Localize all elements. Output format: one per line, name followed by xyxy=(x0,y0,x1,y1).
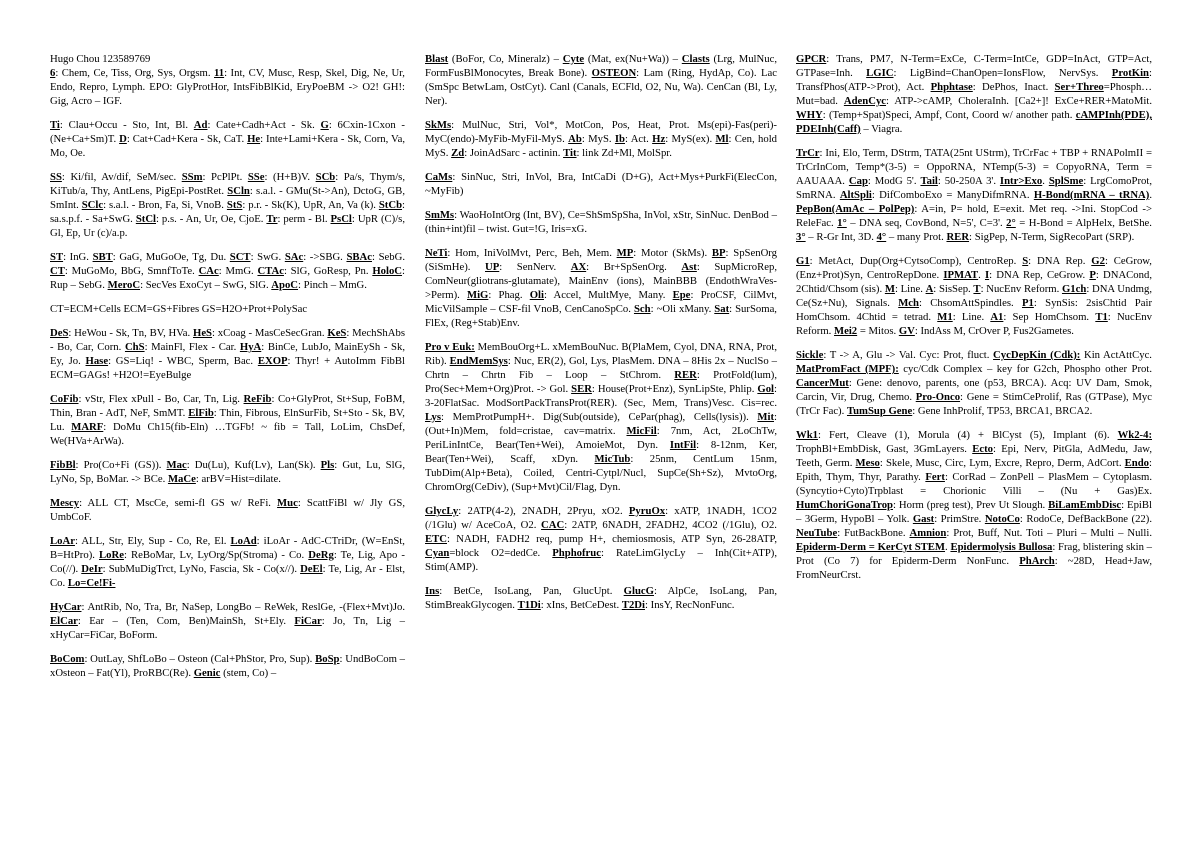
key-term: MatPromFact (MPF): xyxy=(796,363,899,375)
key-term: ChS xyxy=(124,341,145,353)
key-term: ETC xyxy=(425,533,447,545)
key-term: Pro-Onco xyxy=(915,391,961,403)
key-term: FibBl xyxy=(50,459,76,471)
key-term: Ser+Threo xyxy=(1054,81,1104,93)
key-term: CycDepKin (Cdk): xyxy=(993,349,1081,361)
note-paragraph: CaMs: SinNuc, Stri, InVol, Bra, IntCaDi (D+G), Act+Mys+PurkFi(ElecCon, ~MyFib) xyxy=(425,171,777,197)
key-term: T1 xyxy=(1095,311,1108,323)
key-term: Lys xyxy=(425,411,442,423)
note-paragraph: SmMs: WaoHoIntOrg (Int, BV), Ce=ShSmSpSha, InVol, xStr, SinNuc. DenBod – (thin+int)fil – twist. Gut=!G, Iris=xG. xyxy=(425,209,777,235)
key-term: AltSpli xyxy=(839,189,872,201)
key-term: ReFib xyxy=(243,393,272,405)
key-term: Hase xyxy=(85,355,109,367)
key-term: G xyxy=(320,119,329,131)
note-paragraph: CT=ECM+Cells ECM=GS+Fibres GS=H2O+Prot+PolySac xyxy=(50,303,308,315)
key-term: Wk1 xyxy=(796,429,818,441)
note-paragraph: HyCar: AntRib, No, Tra, Br, NaSep, LongBo – ReWek, ReslGe, -(Flex+Mvt)Jo. ElCar: Ear – (Ten, Com, Ben)MainSh, St+Ely. FiCar: Jo, Tn, Lig – xHyCar=FiCar, BoForm. xyxy=(50,601,405,641)
key-term: P1 xyxy=(1021,297,1034,309)
key-term: SS xyxy=(50,171,62,183)
note-paragraph: DeS: HeWou - Sk, Tn, BV, HVa. HeS: xCoag - MasCeSecGran. KeS: MechShAbs - Bo, Car, Corn. ChS: MainFl, Flex - Car. HyA: BinCe, LubJo, MainEySh - Sk, Ey, Jo. Hase: GS=Liq! - WBC, Sperm, Bac. EXOP: Thyr! + AutoImm FibBl ECM=GAGs! +H2O!=EyeBulge xyxy=(50,327,405,381)
key-term: StCb xyxy=(378,199,403,211)
key-term: TumSup Gene xyxy=(846,405,913,417)
key-term: Sat xyxy=(714,303,730,315)
key-term: Cyan xyxy=(425,547,450,559)
note-paragraph: G1: MetAct, Dup(Org+CytsoComp), CentroRep. S: DNA Rep. G2: CeGrow, (Enz+Prot)Syn, CentroRepDone. IPMAT. I: DNA Rep, CeGrow. P: DNACond, 2Chtid/Chsom (sis). M: Line. A: SisSep. T: NucEnv Reform. G1ch: DNA Undmg, Ce(Sz+Nu), Signals. Mch: ChsomAttSpindles. P1: SynSis: 2sisChtid Pair HomChsom. 4Chtid = tetrad. M1: Line. A1: Sep HomChsom. T1: NucEnv Reform. Mei2 = Mitos. GV: IndAss M, CrOver P, Fus2Gametes. xyxy=(796,255,1153,337)
key-term: WHY xyxy=(796,109,823,121)
key-term: T2Di xyxy=(621,599,645,611)
column-2-paragraphs xyxy=(425,52,777,612)
key-term: HeS xyxy=(193,327,213,339)
key-term: Epidermolysis Bullosa xyxy=(950,541,1053,553)
key-term: Lo=Ce!Fi- xyxy=(67,577,116,589)
key-term: Mac xyxy=(166,459,187,471)
key-term: SBAc xyxy=(346,251,372,263)
key-term: Sickle xyxy=(796,349,824,361)
key-term: LoAd xyxy=(230,535,257,547)
key-term: HyCar xyxy=(50,601,82,613)
key-term: StCl xyxy=(135,213,157,225)
key-term: SkMs xyxy=(425,119,452,131)
key-term: EndMemSys xyxy=(449,355,508,367)
key-term: 2° xyxy=(1006,217,1016,229)
column-3 xyxy=(796,52,1152,592)
note-paragraph: FibBl: Pro(Co+Fi (GS)). Mac: Du(Lu), Kuf(Lv), Lan(Sk). Pls: Gut, Lu, SlG, LyNo, Sp, BoMar. -> BCe. MaCe: arBV=Hist=dilate. xyxy=(50,459,405,485)
key-term: IntFil xyxy=(669,439,697,451)
key-term: IPMAT xyxy=(943,269,979,281)
author-header: Hugo Chou 123589769 xyxy=(50,53,151,65)
key-term: CTAc xyxy=(257,265,284,277)
key-term: MARF xyxy=(71,421,104,433)
key-term: Mit xyxy=(757,411,775,423)
key-term: 11 xyxy=(214,67,225,79)
note-paragraph: Sickle: T -> A, Glu -> Val. Cyc: Prot, fluct. CycDepKin (Cdk): Kin ActAttCyc. MatPromFact (MPF): cyc/Cdk Complex – key for G2ch, Phospho other Prot. CancerMut: Gene: denovo, parents, one (p53, BRCA). Acq: UV Dam, Smok, Carcin, Vir, Drug, Chemo. Pro-Onco: Gene = StimCeProlif, Ras (GTPase), Myc (TrCr Fac). TumSup Gene: Gene InhProlif, TP53, BRCA1, BRCA2. xyxy=(796,349,1153,417)
key-term: CancerMut xyxy=(796,377,849,389)
key-term: NotoCo xyxy=(984,513,1020,525)
key-term: Epe xyxy=(672,289,691,301)
key-term: D xyxy=(119,133,127,145)
key-term: 6 xyxy=(50,67,56,79)
key-term: 1° xyxy=(837,217,847,229)
note-paragraph: TrCr: Ini, Elo, Term, DStrm, TATA(25nt UStrm), TrCrFac + TBP + RNAPolmII = TrCrInCom, Temp*(3-5) = OppoRNA, NTemp(5-3) = CopyoRNA, Term = AAUAAA. Cap: ModG 5'. Tail: 50-250A 3'. Intr>Exo. SplSme: LrgComoProt, SmRNA. AltSpli: DifComboExo = ManyDifmRNA. H-Bond(mRNA – tRNA). PepBon(AmAc – PolPep): A=in, P= hold, E=exit. Met req. ->Ini. StopCod -> ReleFac. 1° – DNA seq, CovBond, N=5', C=3'. 2° = H-Bond = AlpHelx, BetShe. 3° – R-Gr Int, 3D. 4° – many Prot. RER: SigPep, N-Term, SigRecoPart (SRP). xyxy=(796,147,1152,243)
key-term: Mch xyxy=(898,297,919,309)
key-term: MiG xyxy=(467,289,489,301)
key-term: HoloC xyxy=(372,265,403,277)
note-paragraph: 6: Chem, Ce, Tiss, Org, Sys, Orgsm. 11: Int, CV, Musc, Resp, Skel, Dig, Ne, Ur, Endo, Repro, Lymph. EPO: GlyProtHor, IntsFibBlKid, EryPoeBM -> O2! GH!: Gig, Acro – IGF. xyxy=(50,67,405,107)
key-term: Ib xyxy=(614,133,625,145)
key-term: PhArch xyxy=(1019,555,1055,567)
key-term: Mei2 xyxy=(834,325,858,337)
key-term: Pls xyxy=(320,459,335,471)
key-term: Clasts xyxy=(681,53,710,65)
key-term: Tit xyxy=(563,147,577,159)
key-term: Ad xyxy=(193,119,208,131)
key-term: CaMs xyxy=(425,171,453,183)
key-term: CAC xyxy=(541,519,565,531)
key-term: LGIC xyxy=(866,67,894,79)
key-term: OSTEON xyxy=(591,67,637,79)
note-paragraph: BoCom: OutLay, ShfLoBo – Osteon (Cal+PhStor, Pro, Sup). BoSp: UndBoCom – xOsteon – Fat(Yl), ProRBC(Re). Genic (stem, Co) – xyxy=(50,653,406,679)
key-term: Ins xyxy=(425,585,440,597)
key-term: BiLamEmbDisc xyxy=(1048,499,1122,511)
key-term: NeTi xyxy=(425,247,448,259)
key-term: ApoC xyxy=(271,279,299,291)
key-term: StS xyxy=(226,199,243,211)
column-1 xyxy=(50,52,405,690)
key-term: GlucG xyxy=(623,585,654,597)
note-paragraph: SS: Ki/fil, Av/dif, SeM/sec. SSm: PcPlPt. SSe: (H+B)V. SCb: Pa/s, Thym/s, KiTub/a, Thy, AntLens, PigEpi-PostRet. SCln: s.a.l. - GMu(St->An), DctoG, GB, SmInt. SClc: s.a.l. - Bron, Fa, Si, VnoB. StS: p.r. - Sk(K), UpR, An, Va (k). StCb: sa.s.p.f. - Sa+SwG. StCl: p.s. - An, Ur, Oe, CjoE. Tr: perm - Bl. PsCl: UpR (C)/s, Gl, Ep, Ur (c)/a.p. xyxy=(50,171,406,239)
key-term: HyA xyxy=(239,341,262,353)
key-term: Ecto xyxy=(972,443,993,455)
key-term: LoRe xyxy=(99,549,124,561)
key-term: AX xyxy=(570,261,587,273)
key-term: Ast xyxy=(681,261,697,273)
key-term: I xyxy=(984,269,990,281)
key-term: T xyxy=(973,283,981,295)
key-term: MaCe xyxy=(167,473,196,485)
key-term: Endo xyxy=(1124,457,1150,469)
key-term: Intr>Exo xyxy=(999,175,1043,187)
key-term: 4° xyxy=(876,231,887,243)
key-term: Genic xyxy=(193,667,221,679)
key-term: MP xyxy=(616,247,634,259)
key-term: ElFib xyxy=(188,407,214,419)
key-term: A xyxy=(925,283,934,295)
key-term: PyruOx xyxy=(628,505,666,517)
key-term: P xyxy=(1089,269,1096,281)
key-term: Fert xyxy=(925,471,945,483)
key-term: Gast xyxy=(912,513,935,525)
key-term: SAc xyxy=(284,251,304,263)
key-term: KeS xyxy=(327,327,347,339)
key-term: ST xyxy=(50,251,64,263)
column-3-paragraphs xyxy=(796,52,1152,582)
note-paragraph: LoAr: ALL, Str, Ely, Sup - Co, Re, El. LoAd: iLoAr - AdC-CTriDr, (W=EnSt, B=HtPro). LoRe: ReBoMar, Lv, LyOrg/Sp(Stroma) - Co. DeRg: Te, Lig, Apo - Co(//). DeIr: SubMuDigTrct, LyNo, Fascia, Sk - Co(x//). DeEl: Te, Lig, Ar - Elst, Co. Lo=Ce!Fi- xyxy=(50,535,406,589)
key-term: Cap xyxy=(848,175,868,187)
key-term: CoFib xyxy=(50,393,79,405)
key-term: EXOP xyxy=(257,355,288,367)
key-term: Amnion xyxy=(909,527,947,539)
note-paragraph: ST: InG. SBT: GaG, MuGoOe, Tg, Du. SCT: SwG. SAc: ->SBG. SBAc: SebG. CT: MuGoMo, BbG, SmnfToTe. CAc: MmG. CTAc: SlG, GoResp, Pn. HoloC: Rup – SebG. MeroC: SecVes ExoCyt – SwG, SlG. ApoC: Pinch – MmG. xyxy=(50,251,405,291)
note-paragraph: NeTi: Hom, IniVolMvt, Perc, Beh, Mem. MP: Motor (SkMs). BP: SpSenOrg (SiSmHe). UP: SenNerv. AX: Br+SpSenOrg. Ast: SupMicroRep, ComNeur(gliotrans-glutamate), MainEnv (ions), MainBBB (EndothWraVes->Perm). MiG: Phag. Oli: Accel, MultMye, Many. Epe: ProCSF, CilMvt, MicVilSample – CSF-fil VnoB, CenCanoSpCo. Sch: ~Oli xMany. Sat: SurSoma, FlEx, (Reg+Stab)Env. xyxy=(425,247,778,329)
key-term: CAc xyxy=(198,265,219,277)
key-term: Blast xyxy=(425,53,449,65)
key-term: Tr xyxy=(266,213,278,225)
key-term: CT xyxy=(50,265,65,277)
key-term: AdenCyc xyxy=(843,95,887,107)
note-paragraph: SkMs: MulNuc, Stri, Vol*, MotCon, Pos, Heat, Prot. Ms(epi)-Fas(peri)-MyC(endo)-MyFib-MyFil-MyS. Ab: MyS. Ib: Act. Hz: MyS(ex). Ml: Cen, hold MyS. Zd: JoinAdSarc - actinin. Tit: link Zd+Ml, MolSpr. xyxy=(425,119,778,159)
key-term: G1ch xyxy=(1061,283,1087,295)
key-term: SCb xyxy=(315,171,336,183)
key-term: Tail xyxy=(920,175,938,187)
key-term: MicFil xyxy=(626,425,657,437)
key-term: ProtKin xyxy=(1111,67,1150,79)
key-term: Pro v Euk: xyxy=(425,341,475,353)
key-term: SER xyxy=(571,383,592,395)
key-term: RER xyxy=(946,231,970,243)
key-term: H-Bond(mRNA – tRNA) xyxy=(1033,189,1150,201)
note-paragraph: Ti: Clau+Occu - Sto, Int, Bl. Ad: Cate+Cadh+Act - Sk. G: 6Cxin-1Cxon - (Ne+Ca+Sm)T. D: Cat+Cad+Kera - Sk, CaT. He: Inte+Lami+Kera - Sk, Corn, Va, Mo, Oe. xyxy=(50,119,405,159)
key-term: DeIr xyxy=(81,563,103,575)
key-term: RER xyxy=(674,369,697,381)
key-term: G1 xyxy=(796,255,810,267)
column-2 xyxy=(425,52,777,622)
note-paragraph: Wk1: Fert, Cleave (1), Morula (4) + BlCyst (5), Implant (6). Wk2-4: TrophBl+EmbDisk, Gast, 3GmLayers. Ecto: Epi, Nerv, PitGla, AdMedu, Jaw, Teeth, Germ. Meso: Skele, Musc, Circ, Lym, Excre, Repro, Derm, AdCort. Endo: Epith, Thym, Thyr, Parathy. Fert: CorRad – ZonPell – PlasMem – Cytoplasm. (Syncytio+Cyto)Trpblast = Chorionic Villi – (Nu + Gas)Ex. HumChoriGonaTrop: Horm (preg test), Prev Ut Slough. BiLamEmbDisc: EpiBl – 3Germ, HypoBl – Yolk. Gast: PrimStre. NotoCo: RodoCe, DefBackBone (22). NeuTube: FutBackBone. Amnion: Prot, Buff, Nut. Toti – Pluri – Multi – Nulli. Epiderm-Derm = KerCyt STEM. Epidermolysis Bullosa: Frag, blistering skin – Prot (Co 7) for Epiderm-Derm NonFunc. PhArch: ~28D, Head+Jaw, FromNeurCrst. xyxy=(796,429,1153,581)
key-term: Phphtase xyxy=(930,81,973,93)
key-term: Sch xyxy=(633,303,651,315)
key-term: GPCR xyxy=(796,53,827,65)
key-term: S xyxy=(1022,255,1029,267)
key-term: TrCr xyxy=(796,147,820,159)
key-term: Epiderm-Derm = KerCyt STEM xyxy=(796,541,946,553)
key-term: SClc xyxy=(81,199,104,211)
key-term: Ab xyxy=(568,133,582,145)
note-paragraph: Ins: BetCe, IsoLang, Pan, GlucUpt. GlucG: AlpCe, IsoLang, Pan, StimBreakGlycogen. T1Di: xIns, BetCeDest. T2Di: InsY, RecNonFunc. xyxy=(425,585,777,611)
key-term: UP xyxy=(485,261,500,273)
key-term: HumChoriGonaTrop xyxy=(796,499,893,511)
key-term: BP xyxy=(711,247,726,259)
key-term: DeRg xyxy=(308,549,334,561)
key-term: MicTub xyxy=(594,453,631,465)
key-term: Gol xyxy=(757,383,775,395)
key-term: SplSme xyxy=(1048,175,1084,187)
key-term: Hz xyxy=(652,133,666,145)
key-term: Mescy xyxy=(50,497,80,509)
key-term: SCln xyxy=(227,185,250,197)
key-term: PsCl xyxy=(330,213,352,225)
note-paragraph: CoFib: vStr, Flex xPull - Bo, Car, Tn, Lig. ReFib: Co+GlyProt, St+Sup, FoBM, Thin, Bran - AdT, NeF, SmMT. ElFib: Thin, Fibrous, ElnSurFib, St+Sto - Sk, BV, Lu. MARF: DoMu Ch15(fib-Eln) …TGFb! ~ fib = Tall, LoLim, ChsDef, We(HVa+ArWa). xyxy=(50,393,406,447)
key-term: M xyxy=(884,283,895,295)
key-term: SBT xyxy=(92,251,113,263)
note-paragraph: GPCR: Trans, PM7, N-Term=ExCe, C-Term=IntCe, GDP=InAct, GTP=Act, GTPase=Inh. LGIC: LigBind=ChanOpen=IonsFlow, NervSys. ProtKin: TransfPhos(ATP->Prot), Act. Phphtase: DePhos, Inact. Ser+Threo=Phosph… Mut=bad. AdenCyc: ATP->cAMP, CholeraInh. [Ca2+]! ExCe+RER+MatoMit. WHY: (Temp+Spat)Speci, Ampf, Cont, Coord w/ another path. cAMPInh(PDE), PDEInh(Caff) – Viagra. xyxy=(796,53,1152,135)
key-term: Meso xyxy=(855,457,880,469)
key-term: SSm xyxy=(181,171,203,183)
key-term: Oli xyxy=(529,289,544,301)
key-term: He xyxy=(247,133,261,145)
key-term: Phphofruc xyxy=(552,547,601,559)
key-term: BoSp xyxy=(315,653,340,665)
key-term: Zd xyxy=(451,147,465,159)
key-term: Wk2-4: xyxy=(1117,429,1152,441)
key-term: FiCar xyxy=(294,615,322,627)
key-term: SmMs xyxy=(425,209,455,221)
note-paragraph: Mescy: ALL CT, MscCe, semi-fl GS w/ ReFi. Muc: ScattFiBl w/ Jly GS, UmbCoF. xyxy=(50,497,405,523)
key-term: cAMPInh(PDE), PDEInh(Caff) xyxy=(796,109,1152,135)
key-term: ElCar xyxy=(50,615,78,627)
key-term: Muc xyxy=(277,497,298,509)
key-term: BoCom xyxy=(50,653,85,665)
key-term: GV xyxy=(898,325,915,337)
key-term: 3° xyxy=(796,231,806,243)
key-term: M1 xyxy=(937,311,953,323)
key-term: G2 xyxy=(1091,255,1105,267)
key-term: GlycLy xyxy=(425,505,459,517)
note-paragraph: Blast (BoFor, Co, Mineralz) – Cyte (Mat, ex(Nu+Wa)) – Clasts (Lrg, MulNuc, FormFusBlMonocytes, Break Bone). OSTEON: Lam (Ring, HydAp, Co). Lac (SmSpc BetwLam, OstCyt). Canl (Canals, ECFld, O2, Nu, Wa). CenCan (Bl, Ly, Ner). xyxy=(425,53,777,107)
key-term: Ti xyxy=(50,119,60,131)
key-term: SCT xyxy=(229,251,251,263)
column-1-paragraphs xyxy=(50,66,405,680)
key-term: SSe xyxy=(247,171,265,183)
key-term: Cyte xyxy=(562,53,585,65)
key-term: NeuTube xyxy=(796,527,838,539)
key-term: DeEl xyxy=(300,563,323,575)
key-term: DeS xyxy=(50,327,69,339)
key-term: T1Di xyxy=(517,599,541,611)
key-term: LoAr xyxy=(50,535,75,547)
note-paragraph: Pro v Euk: MemBouOrg+L. xMemBouNuc. B(PlaMem, Cyol, DNA, RNA, Prot, Rib). EndMemSys: Nuc, ER(2), Gol, Lys, PlasMem. DNA – 8His 2x – NuclSo – Chrtn – Chrtn Fib – Loop – StChrom. RER: ProtFold(lum), Pro(Sec+Mem+Org)Prot. -> Gol. SER: House(Prot+Enz), SynLipSte, Phlip. Gol: 3-20FlatSac. ModSortPackTransProt(RER). (Sec, Mem, Trans)Vesc. Cis=rec. Lys: MemProtPumpH+. Dig(Sub(outside), CePar(phag), Cells(lysis)). Mit: (Out+In)Mem, fold=cristae, cav=matrix. MicFil: 7nm, Act, 2LoChTw, PeriLinIntCe, Bear(Ten+Wei), AmoieMot, Dyn. IntFil: 8-12nm, Ker, Bear(Ten+Wei), Scaff, xDyn. MicTub: 25nm, CentLum 15nm, TubDim(Alp+Beta), Coiled, Centri-Cytpl/Nucl, SupCe(Sh+Sz), MvtoOrg, ChromOrg(CeDiv), (Sup+Mvt)Cil/Flag, Dyn. xyxy=(425,341,778,493)
key-term: Ml xyxy=(715,133,729,145)
key-term: A1 xyxy=(990,311,1004,323)
key-term: MeroC xyxy=(107,279,141,291)
key-term: PepBon(AmAc – PolPep) xyxy=(796,203,915,215)
note-paragraph: GlycLy: 2ATP(4-2), 2NADH, 2Pryu, xO2. PyruOx: xATP, 1NADH, 1CO2 (/1Glu) w/ AceCoA, O2. CAC: 2ATP, 6NADH, 2FADH2, 4CO2 (/1Glu), O2. ETC: NADH, FADH2 req, pump H+, chemiosmosis, ATP Syn, 26-28ATP, Cyan=block O2=dedCe. Phphofruc: RateLimGlycLy – Inh(Cit+ATP), Stim(AMP). xyxy=(425,505,777,573)
